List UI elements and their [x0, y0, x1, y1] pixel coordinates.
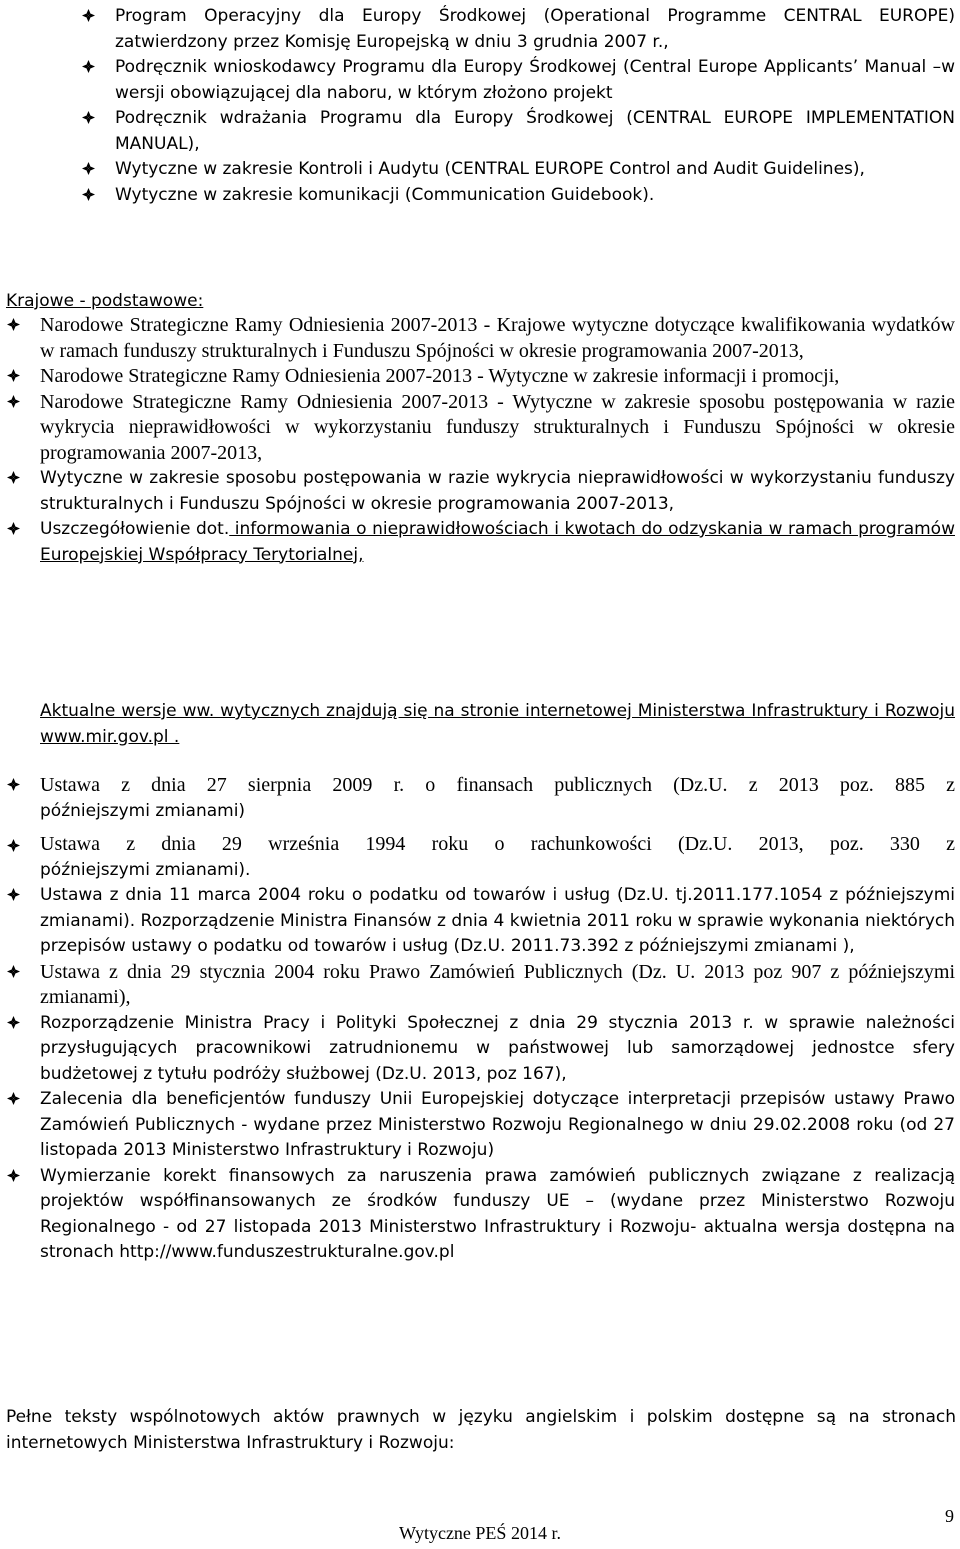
list-item-text: Program Operacyjny dla Europy Środkowej (Operational Programme CENTRAL EUROPE) zatwierdzony przez Komisję Europejską w dniu 3 grudnia 2007 r.,: [115, 6, 955, 52]
list-item-text: Wymierzanie korekt finansowych za naruszenia prawa zamówień publicznych związane z realizacją projektów współfinansowanych ze środków funduszy UE – (wydane przez Ministerstwo Rozwoju Regionalnego - od 27 listopada 2013 Ministerstwo Infrastruktury i Rozwoju- aktualna wersja dostępna na stronach http://www.funduszestrukturalne.gov.pl: [40, 1165, 955, 1262]
diamond-bullet-icon: [7, 318, 20, 331]
list-item: [115, 55, 955, 106]
section-heading-krajowe: Krajowe - podstawowe:: [6, 291, 204, 311]
diamond-bullet-icon: [7, 471, 20, 484]
krajowe-guidelines-list: [40, 313, 955, 568]
list-item-text: Ustawa z dnia 27 sierpnia 2009 r. o finansach publicznych (Dz.U. z 2013 poz. 885 z: [40, 774, 955, 796]
diamond-bullet-icon: [7, 888, 20, 901]
list-item: [115, 106, 955, 157]
list-item: [40, 1087, 955, 1164]
diamond-bullet-icon: [82, 162, 95, 175]
list-item-text: Wytyczne w zakresie sposobu postępowania w razie wykrycia nieprawidłowości w wykorzystaniu funduszy strukturalnych i Funduszu Spójności w okresie programowania 2007-2013,: [40, 468, 955, 514]
full-texts-note: Pełne teksty wspólnotowych aktów prawnych w języku angielskim i polskim dostępne są na stronach internetowych Ministerstwa Infrastruktury i Rozwoju:: [6, 1407, 956, 1453]
current-versions-note: Aktualne wersje ww. wytycznych znajdują się na stronie internetowej Ministerstwa Infrastruktury i Rozwoju www.mir.gov.pl .: [40, 701, 955, 747]
list-item: [115, 183, 955, 209]
diamond-bullet-icon: [7, 1169, 20, 1182]
list-item: [40, 466, 955, 517]
top-reference-list: [115, 4, 955, 208]
list-item-text: Narodowe Strategiczne Ramy Odniesienia 2007-2013 - Wytyczne w zakresie informacji i promocji,: [40, 365, 840, 387]
list-item-text: Wytyczne w zakresie Kontroli i Audytu (CENTRAL EUROPE Control and Audit Guidelines),: [115, 159, 865, 179]
diamond-bullet-icon: [82, 60, 95, 73]
list-item-text-continued: późniejszymi zmianami).: [40, 859, 251, 880]
list-item-text: Rozporządzenie Ministra Pracy i Polityki Społecznej z dnia 29 stycznia 2013 r. w sprawie należności przysługujących pracownikowi zatrudnionemu w państwowej lub samorządowej jednostce sfery budżetowej z tytułu podróży służbowej (Dz.U. 2013, poz 167),: [40, 1012, 955, 1084]
list-item-text: Podręcznik wnioskodawcy Programu dla Europy Środkowej (Central Europe Applicants’ Manual –w wersji obowiązującej dla naboru, w którym złożono projekt: [115, 57, 955, 103]
diamond-bullet-icon: [82, 188, 95, 201]
diamond-bullet-icon: [7, 395, 20, 408]
list-item-text: Ustawa z dnia 11 marca 2004 roku o podatku od towarów i usług (Dz.U. tj.2011.177.1054 z późniejszymi zmianami). Rozporządzenie Ministra Finansów z dnia 4 kwietnia 2011 roku w sprawie wykonania niektórych przepisów ustawy o podatku od towarów i usług (Dz.U. 2011.73.392 z późniejszymi zmianami ),: [40, 885, 955, 956]
list-item-text: Narodowe Strategiczne Ramy Odniesienia 2007-2013 - Wytyczne w zakresie sposobu postępowania w razie wykrycia nieprawidłowości w wykorzystaniu funduszy strukturalnych i Funduszu Spójności w okresie programowania 2007-2013,: [40, 390, 955, 464]
running-footer: Wytyczne PEŚ 2014 r.: [399, 1523, 561, 1543]
list-item-text: Wytyczne w zakresie komunikacji (Communication Guidebook).: [115, 184, 655, 205]
list-item: [115, 157, 955, 183]
diamond-bullet-icon: [7, 778, 20, 791]
list-item: [40, 1164, 955, 1266]
diamond-bullet-icon: [82, 111, 95, 124]
diamond-bullet-icon: [7, 522, 20, 535]
list-item-underlined-text: informowania o nieprawidłowościach i kwotach do odzyskania w ramach programów Europejskiej Współpracy Terytorialnej,: [40, 519, 955, 565]
list-item: [40, 832, 955, 883]
list-item: [40, 517, 955, 568]
diamond-bullet-icon: [82, 9, 95, 22]
diamond-bullet-icon: [7, 369, 20, 382]
diamond-bullet-icon: [7, 965, 20, 978]
list-item-text: Ustawa z dnia 29 stycznia 2004 roku Prawo Zamówień Publicznych (Dz. U. 2013 poz 907 z późniejszymi zmianami),: [40, 960, 955, 1008]
list-item: [40, 390, 955, 467]
list-item-text: Zalecenia dla beneficjentów funduszy Unii Europejskiej dotyczące interpretacji przepisów ustawy Prawo Zamówień Publicznych - wydane przez Ministerstwo Rozwoju Regionalnego w dniu 29.02.2008 roku (od 27 listopada 2013 Ministerstwo Infrastruktury i Rozwoju): [40, 1089, 955, 1160]
list-item-text: Narodowe Strategiczne Ramy Odniesienia 2007-2013 - Krajowe wytyczne dotyczące kwalifikowania wydatków w ramach funduszy strukturalnych i Funduszu Spójności w okresie programowania 2007-2013,: [40, 314, 955, 362]
list-item-text: Ustawa z dnia 29 września 1994 roku o rachunkowości (Dz.U. 2013, poz. 330 z: [40, 833, 955, 855]
list-item: [40, 960, 955, 1011]
list-item-text-continued: późniejszymi zmianami): [40, 800, 246, 821]
page-number: 9: [945, 1506, 954, 1526]
diamond-bullet-icon: [7, 839, 17, 849]
diamond-bullet-icon: [7, 1092, 20, 1105]
list-item-text: Uszczegółowienie dot.: [40, 519, 230, 539]
list-item: [40, 364, 955, 390]
list-item: [40, 313, 955, 364]
list-item: [115, 4, 955, 55]
list-item: [40, 773, 955, 824]
list-item: [40, 883, 955, 960]
legal-acts-list: [40, 773, 955, 1266]
diamond-bullet-icon: [7, 1016, 20, 1029]
list-item: [40, 1011, 955, 1088]
list-item-text: Podręcznik wdrażania Programu dla Europy Środkowej (CENTRAL EUROPE IMPLEMENTATION MANUAL),: [115, 108, 955, 154]
